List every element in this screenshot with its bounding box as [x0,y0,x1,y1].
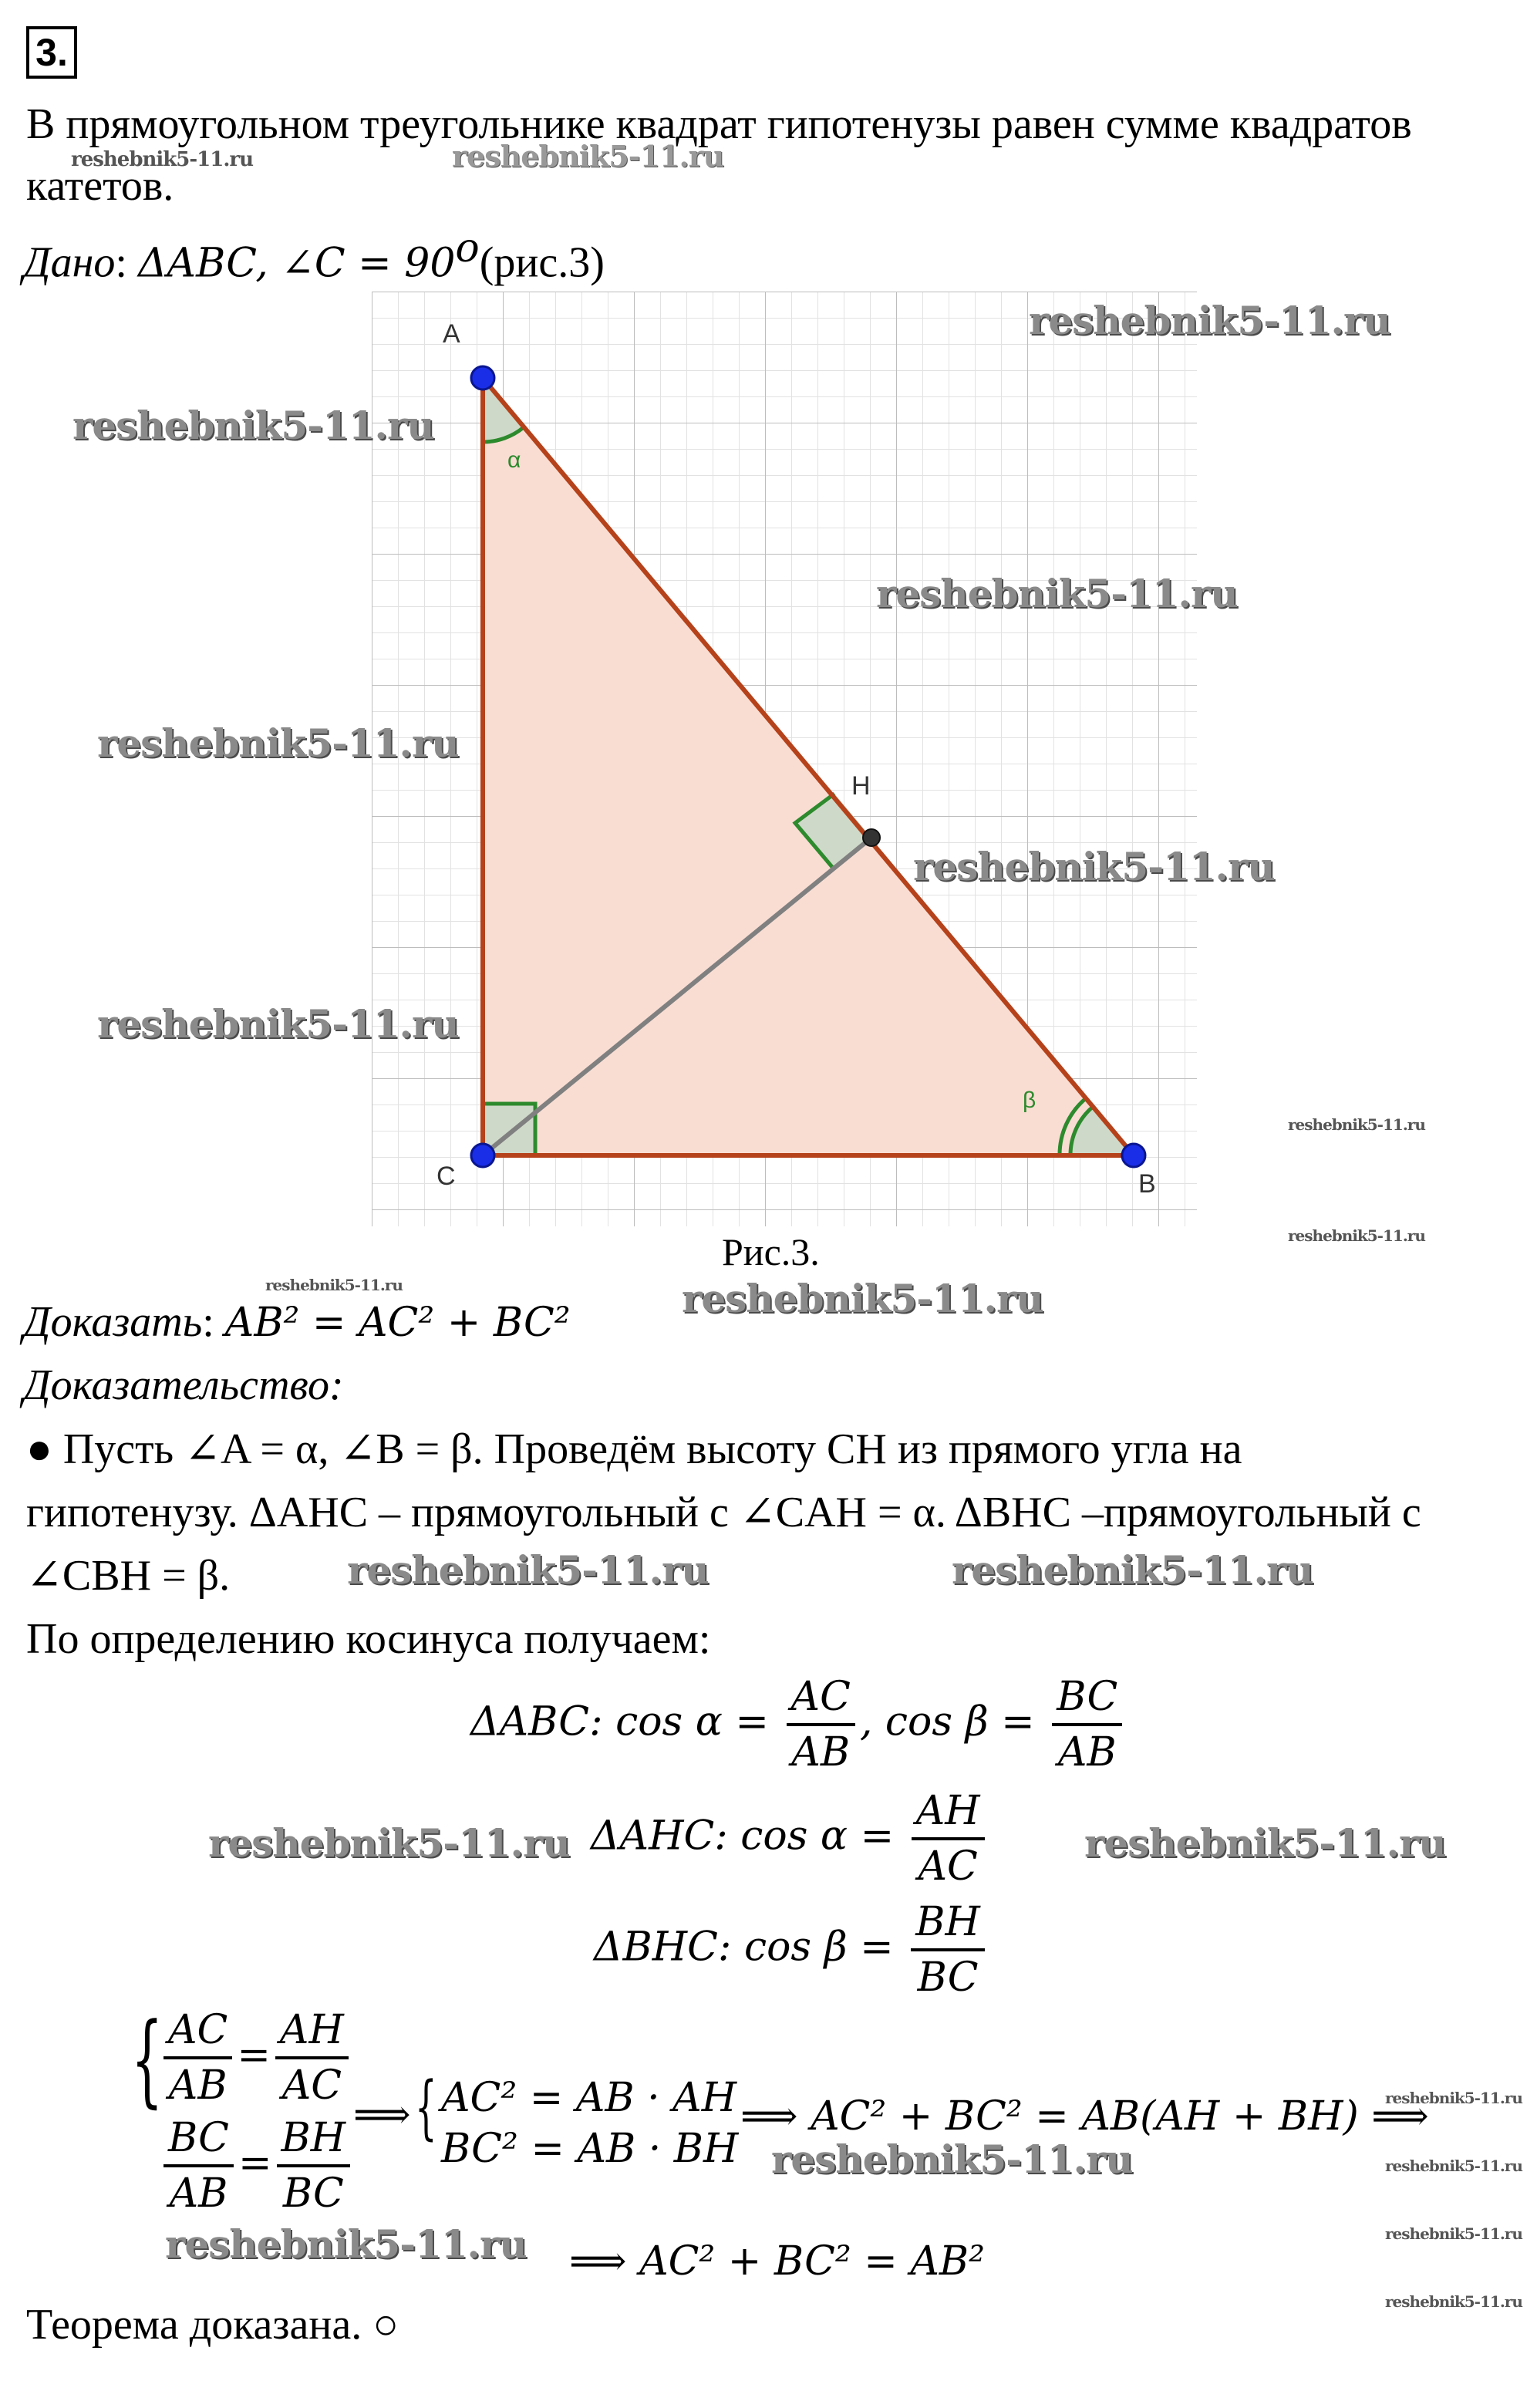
sys1-row2: $\frac{BC}{AB}$ = $\frac{BH}{BC}$ [159,2115,355,2217]
label-c: C [436,1162,456,1191]
given-ref: (рис.3) [479,238,605,287]
watermark: reshebnik5-11.ru [72,403,434,448]
eq1-sep: , cos β = [859,1698,1035,1745]
proof-p4: По определению косинуса получаем: [26,1615,711,1663]
frac-ah-ac: $\frac{AH}{AC}$ [912,1788,985,1890]
figure-caption: Рис.3. [722,1230,820,1273]
watermark: reshebnik5-11.ru [1385,2292,1522,2311]
watermark: reshebnik5-11.ru [208,1820,570,1866]
prove-formula: AB² = AC² + BC² [224,1300,571,1346]
watermark: reshebnik5-11.ru [1288,1115,1425,1134]
triangle-figure [362,284,1203,1234]
final-line: ⟹ AC² + BC² = AB² [569,2238,985,2285]
prove-label: Доказать [23,1298,203,1346]
eq2-label: ΔAHC: cos α = [591,1813,895,1860]
sys2-line2: BC² = AB · BH [441,2126,739,2172]
proof-label: Доказательство [23,1361,329,1409]
label-alpha: α [507,447,521,473]
prove-line: Доказать: AB² = AC² + BC² [23,1298,571,1346]
eq-bhc [594,1899,989,2001]
watermark: reshebnik5-11.ru [265,1276,403,1294]
sys1-row1: $\frac{AC}{AB}$ = $\frac{AH}{AC}$ [159,2007,353,2109]
point-h [863,829,880,846]
watermark: reshebnik5-11.ru [165,2221,527,2267]
sys2-line1: AC² = AB · AH [441,2075,737,2121]
proof-label-line: Доказательство: [23,1361,344,1409]
label-beta: β [1023,1088,1036,1113]
watermark: reshebnik5-11.ru [1385,2224,1522,2243]
implies-1: ⟹ [353,2092,411,2138]
watermark: reshebnik5-11.ru [771,2137,1133,2182]
eq3-label: ΔBHC: cos β = [594,1924,894,1971]
vertex-b [1122,1144,1145,1167]
watermark: reshebnik5-11.ru [71,148,254,171]
watermark: reshebnik5-11.ru [452,139,724,174]
proof-p1: ● Пусть ∠A = α, ∠B = β. Проведём высоту CH из прямого угла на [26,1425,1242,1473]
watermark: reshebnik5-11.ru [876,571,1238,616]
task-statement-cont: катетов. [26,162,174,210]
label-a: A [443,319,460,349]
frac-bh-bc: $\frac{BH}{BC}$ [911,1899,985,2001]
system-brace-1: { [131,2001,163,2118]
task-number: 3. [26,26,77,79]
sum-line: ⟹ AC² + BC² = AB(AH + BH) ⟹ [740,2093,1429,2140]
vertex-c [471,1144,494,1167]
eq1-label: ΔABC: cos α = [470,1698,769,1745]
proof-p3: ∠CBH = β. [26,1552,231,1600]
system-brace-2: { [415,2067,437,2148]
given-line: Дано: ΔABC, ∠C = $90^o(рис.3)$ [23,225,605,287]
watermark: reshebnik5-11.ru [682,1276,1043,1321]
eq-abc [470,1674,1127,1776]
watermark: reshebnik5-11.ru [97,720,459,766]
watermark: reshebnik5-11.ru [1288,1226,1425,1245]
given-label: Дано [23,238,116,287]
vertex-a [471,366,494,390]
given-formula: ΔABC, ∠C = 90 [137,240,456,287]
frac-bc-ab: $\frac{BC}{AB}$ [1052,1674,1122,1776]
eq-ahc [591,1788,989,1890]
watermark: reshebnik5-11.ru [347,1547,709,1593]
task-statement: В прямоугольном треугольнике квадрат гипотенузы равен сумме квадратов [26,100,1412,148]
label-b: B [1138,1169,1156,1199]
label-h: H [851,771,871,801]
given-degree: o [455,225,480,271]
watermark: reshebnik5-11.ru [1385,2157,1522,2175]
watermark: reshebnik5-11.ru [1029,298,1390,343]
watermark: reshebnik5-11.ru [952,1547,1313,1593]
proof-p2: гипотенузу. ΔAHC – прямоугольный с ∠CAH = α. ΔBHC –прямоугольный с [26,1489,1421,1536]
watermark: reshebnik5-11.ru [1385,2089,1522,2107]
conclusion: Теорема доказана. ○ [26,2301,399,2349]
frac-ac-ab: $\frac{AC}{AB}$ [787,1674,855,1776]
watermark: reshebnik5-11.ru [913,844,1275,889]
watermark: reshebnik5-11.ru [97,1001,459,1047]
watermark: reshebnik5-11.ru [1084,1820,1446,1866]
